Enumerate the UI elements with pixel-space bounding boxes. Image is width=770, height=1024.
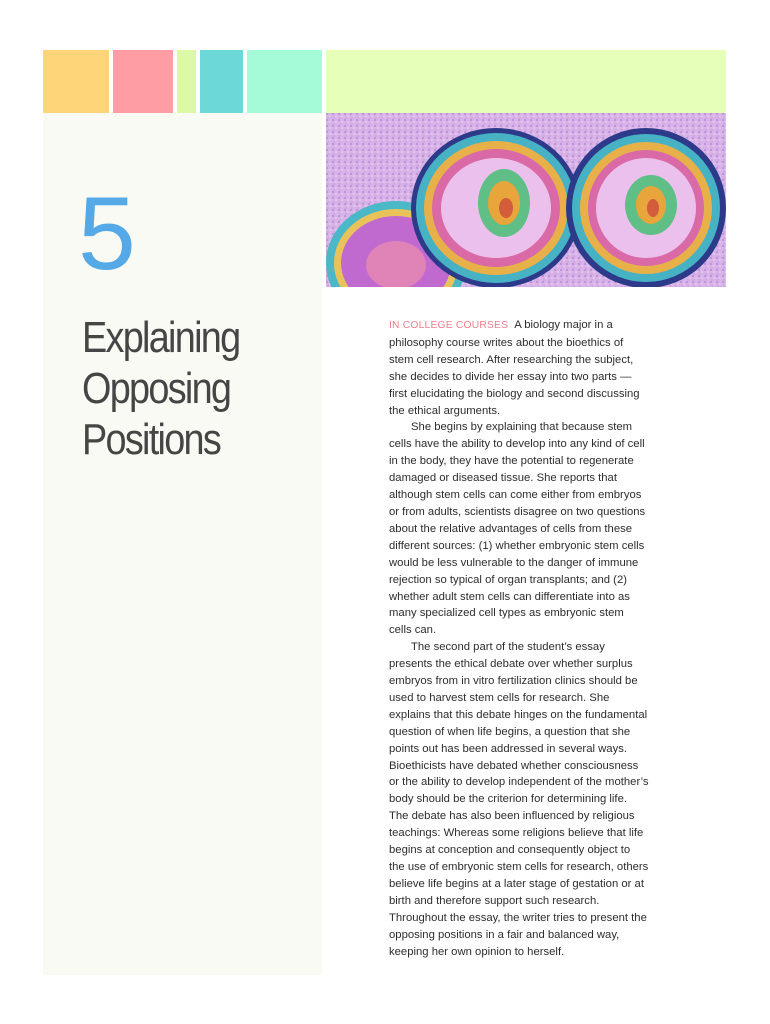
paragraph: The second part of the student’s essay presents the ethical debate over whether surplus embryos from in vitro fertilization clinics should be used to harvest stem cells for research. She explains that this debate hinges on the fundamental question of when life begins, a question that she points out has been addressed in several ways. Bioethicists have debated whether consciousness or the ability to develop independent of the mother’s body should be the criterion for determining life. The debate has also been influenced by religious teachings: Whereas some religions believe that life begins at conception and consequently object to the use of embryonic stem cells for research, others believe life begins at a later stage of gestation or at birth and therefore support such research. Throughout the essay, the writer tries to present the opposing positions in a fair and balanced way, keeping her own opinion to herself. (389, 641, 649, 958)
chapter-title-line: Explaining (82, 313, 240, 362)
paragraph (389, 317, 649, 419)
color-block-teal (200, 50, 243, 113)
body-text (389, 317, 649, 960)
chapter-title-line: Opposing (82, 364, 231, 413)
chapter-title-line: Positions (82, 415, 221, 464)
stem-cell-micrograph-icon (326, 113, 726, 287)
paragraph: She begins by explaining that because stem cells have the ability to develop into any kind of cell in the body, they have the potential to regenerate damaged or diseased tissue. She reports that although stem cells can come either from embryos or from adults, scientists disagree on two questions about the relative advantages of cells from these different sources: (1) whether embryonic stem cells would be less vulnerable to the danger of immune rejection so typical of organ transplants; and (2) whether adult stem cells can differentiate into as many specialized cell types as embryonic stem cells can. (389, 421, 646, 637)
color-block-pink (113, 50, 173, 113)
chapter-number: 5 (78, 176, 136, 292)
paragraph-text: A biology major in a philosophy course writes about the bioethics of stem cell research. After researching the subject, she decides to divide her essay into two parts — first elucidating the biology and second discussing the ethical arguments. (389, 319, 640, 417)
color-block-light-green (326, 50, 726, 113)
color-block-mint (247, 50, 322, 113)
lead-in: IN COLLEGE COURSES (389, 320, 509, 331)
chapter-title (82, 312, 271, 465)
color-block-lime (177, 50, 196, 113)
color-block-orange (43, 50, 109, 113)
